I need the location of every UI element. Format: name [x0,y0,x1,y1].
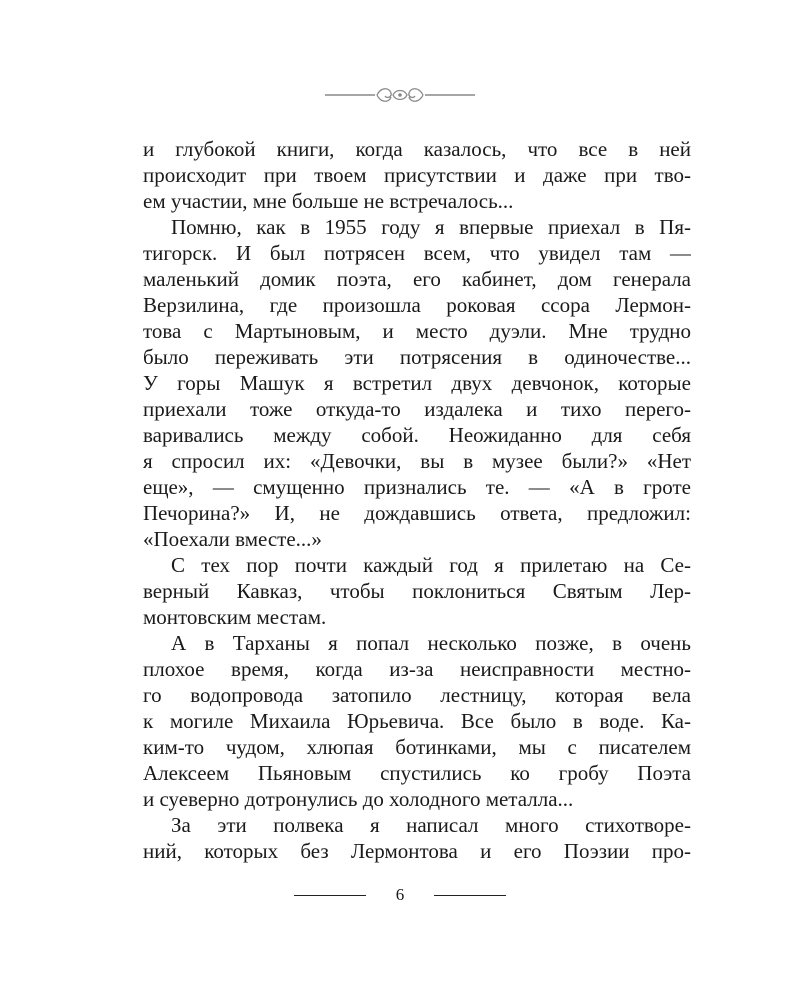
text-line: плохое время, когда из-за неисправности местно- [143,657,691,681]
text-line: ким-то чудом, хлюпая ботинками, мы с писателем [143,735,691,759]
body-text [143,136,691,864]
text-line: приехали тоже откуда-то издалека и тихо перего- [143,397,691,421]
text-line: и глубокой книги, когда казалось, что все в ней [143,137,691,161]
text-line: това с Мартыновым, и место дуэли. Мне трудно [143,319,691,343]
text-line: я спросил их: «Девочки, вы в музее были?» «Нет [143,449,691,473]
text-line: верный Кавказ, чтобы поклониться Святым Лер- [143,579,691,603]
text-line: к могиле Михаила Юрьевича. Все было в воде. Ка- [143,709,691,733]
text-line: тигорск. И был потрясен всем, что увидел там — [143,241,691,265]
text-line: У горы Машук я встретил двух девчонок, которые [143,371,691,395]
text-line: «Поехали вместе...» [143,527,322,551]
footer-rule-right [434,895,506,896]
text-line: ний, которых без Лермонтова и его Поэзии про- [143,839,691,863]
text-line: происходит при твоем присутствии и даже при тво- [143,163,691,187]
text-line: С тех пор почти каждый год я прилетаю на Се- [171,553,691,577]
page-number: 6 [395,885,405,904]
text-line: Алексеем Пьяновым спустились ко гробу Поэта [143,761,691,785]
text-line: Печорина?» И, не дождавшись ответа, предложил: [143,501,691,525]
text-line: Верзилина, где произошла роковая ссора Лермон- [143,293,691,317]
flourish-icon [325,80,475,110]
text-line: варивались между собой. Неожиданно для себя [143,423,691,447]
text-line: За эти полвека я написал много стихотворе- [171,813,691,837]
text-line: монтовским местам. [143,605,327,629]
page-footer [0,885,800,915]
text-line: было переживать эти потрясения в одиночестве... [143,345,691,369]
text-line: ем участии, мне больше не встречалось... [143,189,514,213]
text-line: го водопровода затопило лестницу, которая вела [143,683,691,707]
footer-rule-left [294,895,366,896]
text-line: маленький домик поэта, его кабинет, дом генерала [143,267,691,291]
header-ornament [0,80,800,110]
text-line: А в Тарханы я попал несколько позже, в очень [171,631,691,655]
text-line: и суеверно дотронулись до холодного металла... [143,787,574,811]
text-line: еще», — смущенно признались те. — «А в гроте [143,475,691,499]
text-line: Помню, как в 1955 году я впервые приехал в Пя- [171,215,691,239]
